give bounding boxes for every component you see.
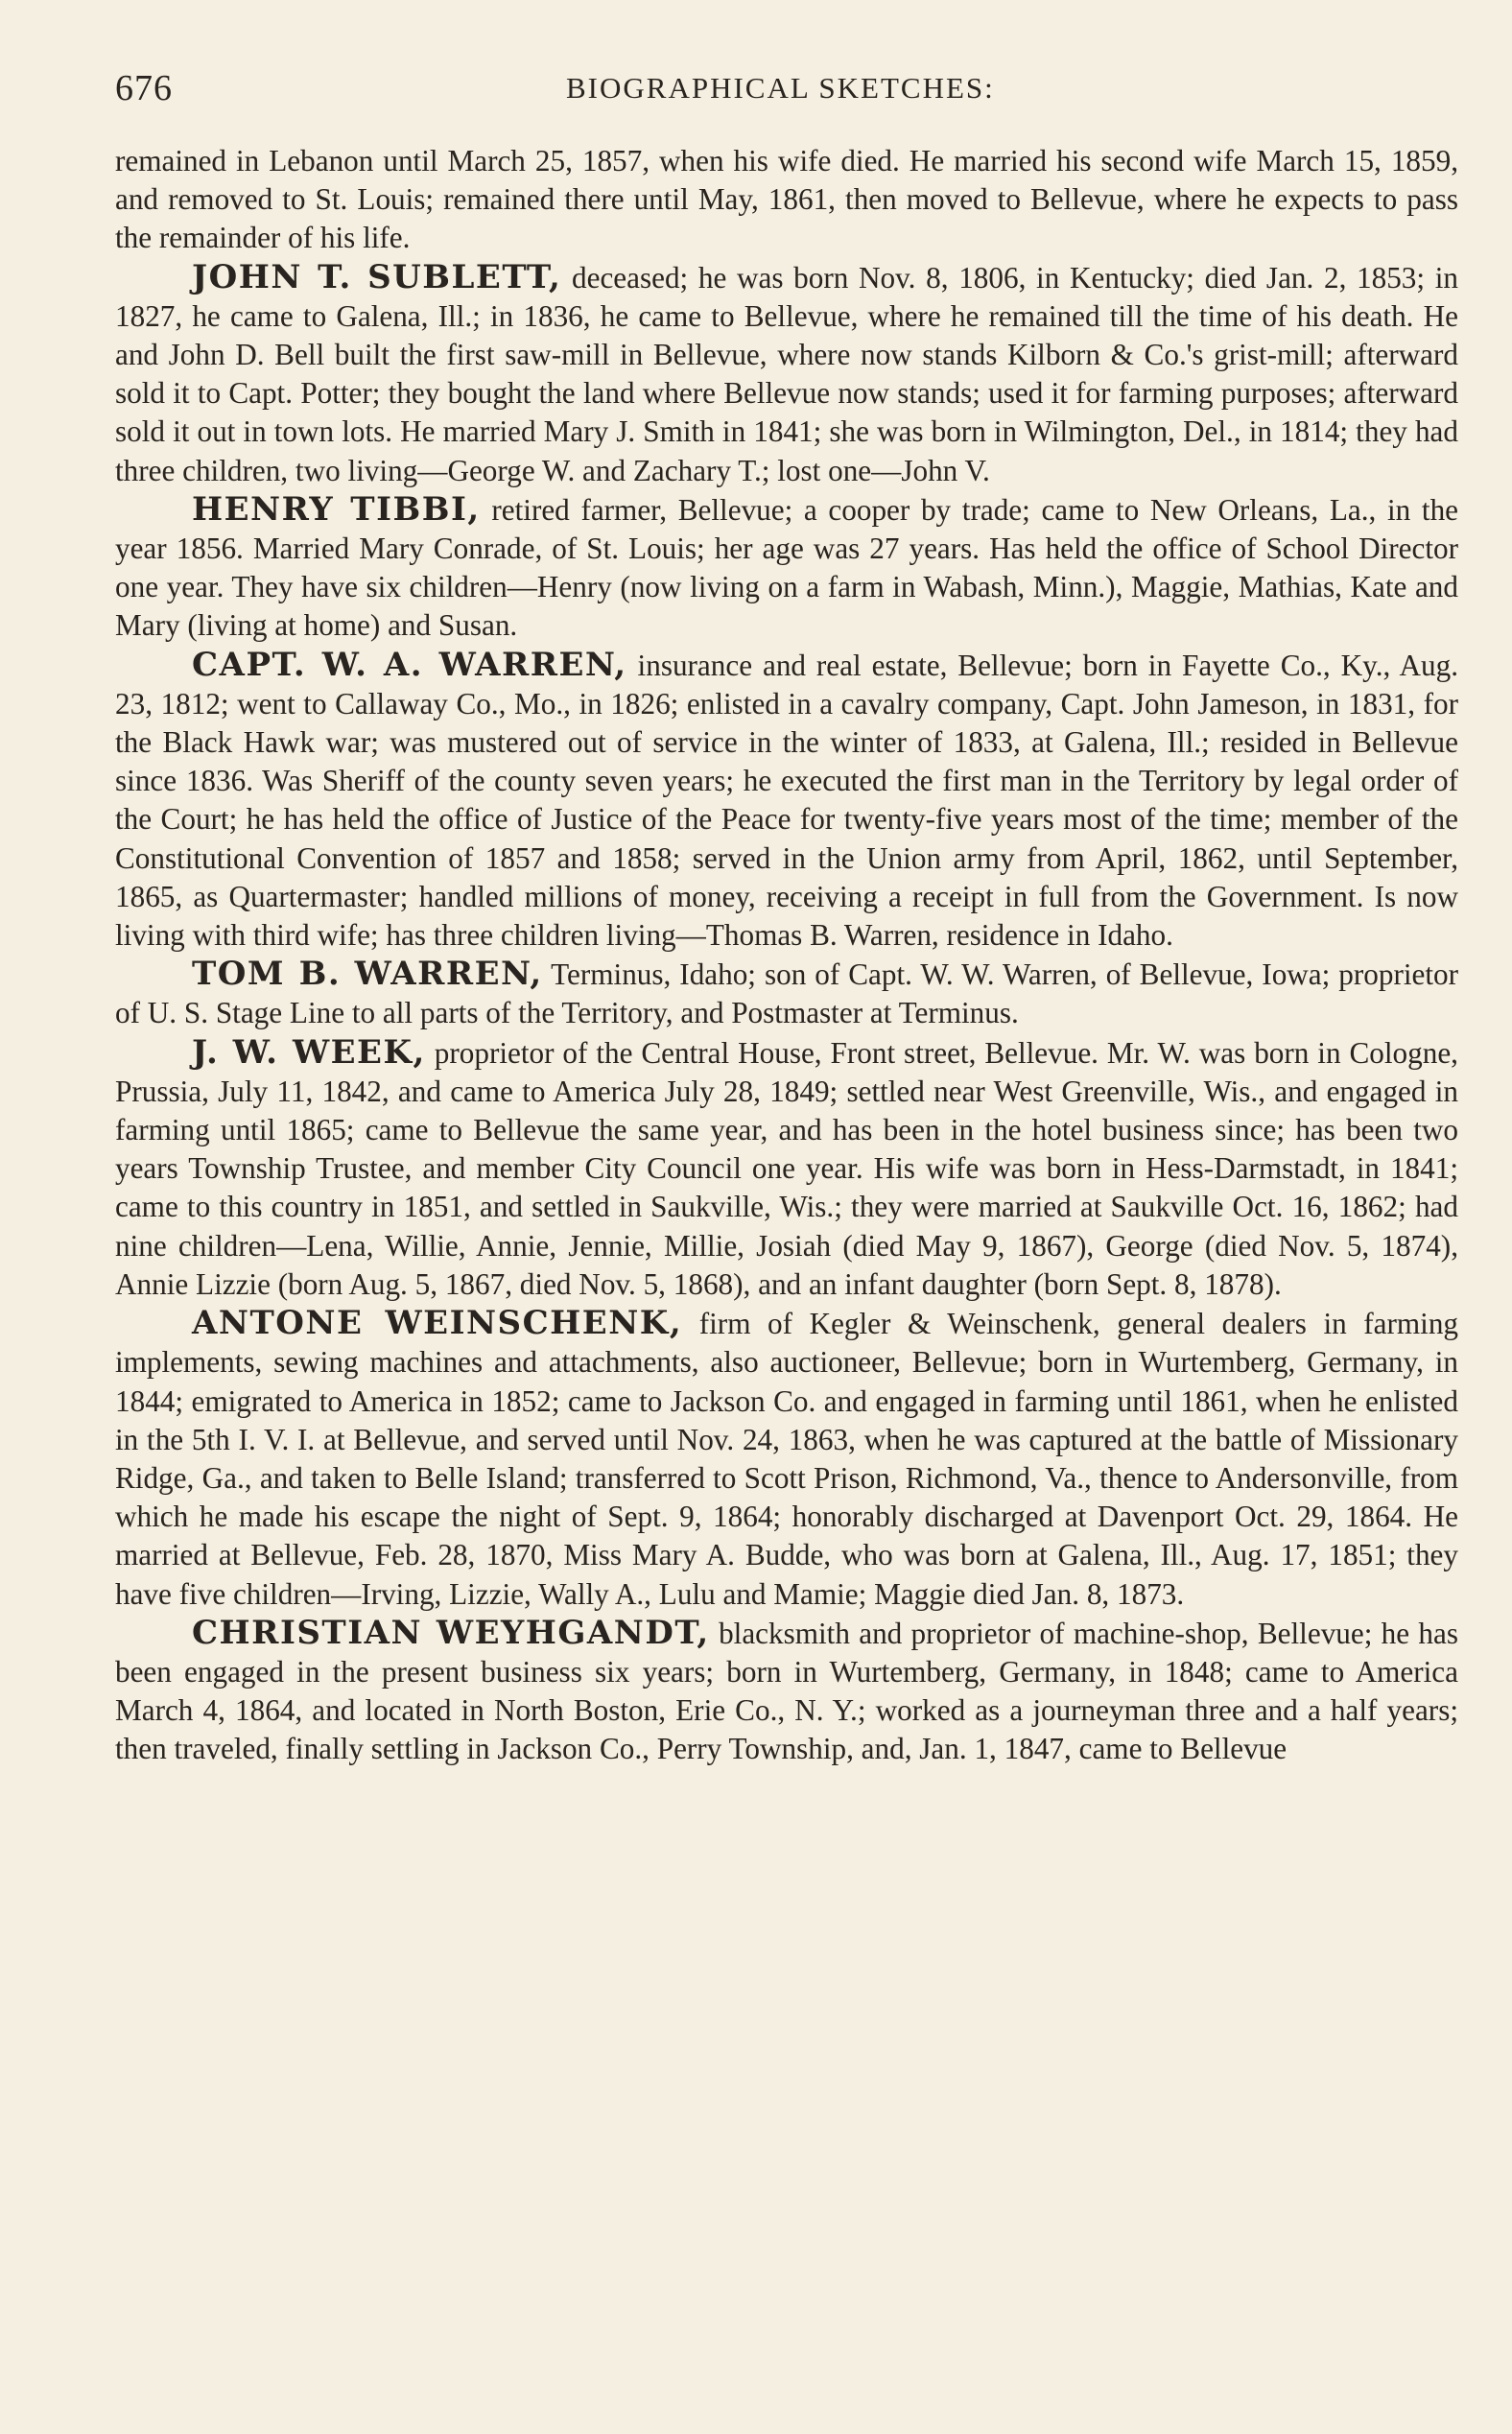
entry-text: proprietor of the Central House, Front street, Bellevue. Mr. W. was born in Cologne, Prussia, July 11, 1842, and came to America July 28, 1849; settled near West Greenville, Wis., and engaged in farming until 1865; came to Bellevue the same year, and has been in the hotel business since; has been two years Township Trustee, and member City Council one year. His wife was born in Hess-Darmstadt, in 1841; came to this country in 1851, and settled in Saukville, Wis.; they were married at Saukville Oct. 16, 1862; had nine children—Lena, Willie, Annie, Jennie, Millie, Josiah (died May 9, 1867), George (died Nov. 5, 1874), Annie Lizzie (born Aug. 5, 1867, died Nov. 5, 1868), and an infant daughter (born Sept. 8, 1878).	[115, 1035, 1458, 1301]
entry-text: retired farmer, Bellevue; a cooper by trade; came to New Orleans, La., in the year 1856. Married Mary Conrade, of St. Louis; her age was 27 years. Has held the office of School Director one year. They have six children—Henry (now living on a farm in Wabash, Minn.), Maggie, Mathias, Kate and Mary (living at home) and Susan.	[115, 492, 1459, 643]
entry-name: CHRISTIAN WEYHGANDT,	[192, 1613, 710, 1652]
biography-entry	[115, 646, 1458, 956]
entry-name: HENRY TIBBI,	[192, 489, 481, 529]
entry-text: blacksmith and proprietor of machine-shop, Bellevue; he has been engaged in the present business six years; born in Wurtemberg, Germany, in 1848; came to America March 4, 1864, and located in North Boston, Erie Co., N. Y.; worked as a journeyman three and a half years; then traveled, finally settling in Jackson Co., Perry Township, and, Jan. 1, 1847, came to Bellevue	[115, 1616, 1458, 1766]
entry-name: ANTONE WEINSCHENK,	[192, 1304, 683, 1343]
entry-text: insurance and real estate, Bellevue; born in Fayette Co., Ky., Aug. 23, 1812; went to Callaway Co., Mo., in 1826; enlisted in a cavalry company, Capt. John Jameson, in 1831, for the Black Hawk war; was mustered out of service in the winter of 1833, at Galena, Ill.; resided in Bellevue since 1836. Was Sheriff of the county seven years; he executed the first man in the Territory by legal order of the Court; he has held the office of Justice of the Peace for twenty-five years most of the time; member of the Constitutional Convention of 1857 and 1858; served in the Union army from April, 1862, until September, 1865, as Quartermaster; handled millions of money, receiving a receipt in full from the Government. Is now living with third wife; has three children living—Thomas B. Warren, residence in Idaho.	[115, 648, 1458, 953]
page-number: 676	[115, 68, 173, 108]
continued-paragraph	[115, 142, 1458, 258]
biography-entry	[115, 1033, 1458, 1304]
book-page	[115, 67, 1458, 1769]
body-text	[115, 142, 1458, 1769]
entry-text: deceased; he was born Nov. 8, 1806, in Kentucky; died Jan. 2, 1853; in 1827, he came to Galena, Ill.; in 1836, he came to Bellevue, where he remained till the time of his death. He and John D. Bell built the first saw-mill in Bellevue, where now stands Kilborn & Co.'s grist-mill; afterward sold it to Capt. Potter; they bought the land where Bellevue now stands; used it for farming purposes; afterward sold it out in town lots. He married Mary J. Smith in 1841; she was born in Wilmington, Del., in 1814; they had three children, two living—George W. and Zachary T.; lost one—John V.	[115, 260, 1458, 487]
biography-entry	[115, 1304, 1458, 1614]
entry-text: remained in Lebanon until March 25, 1857, when his wife died. He married his second wife March 15, 1859, and removed to St. Louis; remained there until May, 1861, then moved to Bellevue, where he expects to pass the remainder of his life.	[115, 144, 1458, 255]
biography-entry	[115, 258, 1458, 490]
biography-entry	[115, 955, 1458, 1032]
entry-text: Terminus, Idaho; son of Capt. W. W. Warren, of Bellevue, Iowa; proprietor of U. S. Stage Line to all parts of the Territory, and Postmaster at Terminus.	[115, 957, 1459, 1030]
biography-entry	[115, 1614, 1458, 1769]
entry-name: CAPT. W. A. WARREN,	[192, 645, 627, 684]
entry-name: J. W. WEEK,	[192, 1032, 426, 1072]
entry-name: TOM B. WARREN,	[192, 955, 543, 994]
biography-entry	[115, 490, 1458, 646]
entry-text: firm of Kegler & Weinschenk, general dealers in farming implements, sewing machines and attachments, also auctioneer, Bellevue; born in Wurtemberg, Germany, in 1844; emigrated to America in 1852; came to Jackson Co. and engaged in farming until 1861, when he enlisted in the 5th I. V. I. at Bellevue, and served until Nov. 24, 1863, when he was captured at the battle of Missionary Ridge, Ga., and taken to Belle Island; transferred to Scott Prison, Richmond, Va., thence to Andersonville, from which he made his escape the night of Sept. 9, 1864; honorably discharged at Davenport Oct. 29, 1864. He married at Bellevue, Feb. 28, 1870, Miss Mary A. Budde, who was born at Galena, Ill., Aug. 17, 1851; they have five children—Irving, Lizzie, Wally A., Lulu and Mamie; Maggie died Jan. 8, 1873.	[115, 1307, 1459, 1611]
section-title: BIOGRAPHICAL SKETCHES:	[566, 71, 995, 105]
entry-name: JOHN T. SUBLETT,	[192, 257, 562, 296]
running-head	[115, 67, 1458, 115]
